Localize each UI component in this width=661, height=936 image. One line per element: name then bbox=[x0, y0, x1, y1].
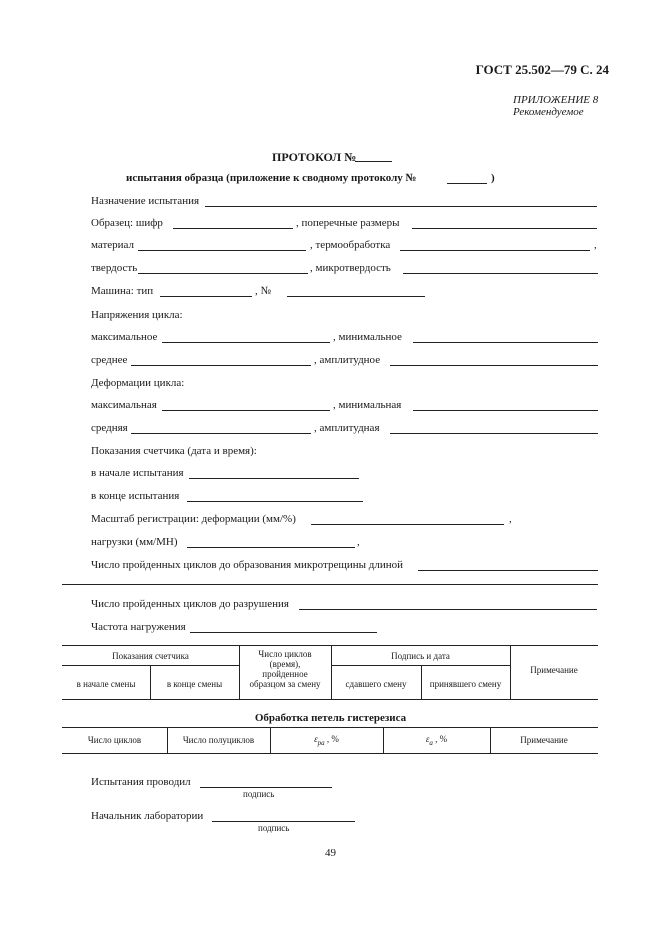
cycles-fail-label: Число пройденных циклов до разрушения bbox=[91, 598, 289, 610]
min-strain-label: , минимальная bbox=[333, 399, 402, 411]
min-stress-label: , минимальное bbox=[333, 331, 402, 343]
half-cycles-header: Число полуциклов bbox=[182, 735, 255, 745]
machine-type-label: Машина: тип bbox=[91, 285, 154, 297]
tested-by-sign-caption: подпись bbox=[243, 789, 275, 799]
cycles-micro-line-2[interactable] bbox=[62, 584, 598, 585]
mean-stress-label: среднее bbox=[91, 354, 128, 366]
purpose-label: Назначение испытания bbox=[91, 195, 200, 207]
amp-strain-label: , амплитудная bbox=[314, 422, 380, 434]
stress-cycle-label: Напряжения цикла: bbox=[91, 309, 183, 321]
signature-date-header: Подпись и дата bbox=[391, 651, 450, 661]
microhardness-line[interactable] bbox=[403, 273, 598, 274]
handed-header: сдавшего смену bbox=[345, 679, 407, 689]
strain-cycle-label: Деформации цикла: bbox=[91, 377, 185, 389]
recommended-label: Рекомендуемое bbox=[513, 106, 584, 118]
at-end-line[interactable] bbox=[187, 501, 363, 502]
cycles-time-header: Число циклов (время), пройденное образцом за смену bbox=[249, 649, 321, 689]
load-line[interactable] bbox=[187, 547, 355, 548]
cycles-header: Число циклов bbox=[87, 735, 142, 745]
specimen-code-line[interactable] bbox=[173, 228, 293, 229]
hysteresis-title: Обработка петель гистерезиса bbox=[254, 712, 407, 724]
end-shift-header: в конце смены bbox=[166, 679, 223, 689]
cross-dims-label: , поперечные размеры bbox=[296, 217, 400, 229]
mean-strain-line[interactable] bbox=[131, 433, 311, 434]
start-shift-header: в начале смены bbox=[76, 679, 136, 689]
mean-strain-label: средняя bbox=[91, 422, 128, 434]
gost-header: ГОСТ 25.502—79 С. 24 bbox=[475, 62, 609, 77]
hardness-line[interactable] bbox=[138, 273, 308, 274]
mean-stress-line[interactable] bbox=[131, 365, 311, 366]
page-number: 49 bbox=[325, 847, 336, 859]
at-start-line[interactable] bbox=[189, 478, 359, 479]
tested-by-line[interactable] bbox=[200, 787, 332, 788]
load-label: нагрузки (мм/МН) bbox=[91, 536, 178, 548]
max-strain-line[interactable] bbox=[162, 410, 330, 411]
hysteresis-note-header: Примечание bbox=[520, 735, 568, 745]
e-pa-header: $\varepsilon_{pa}$ , % bbox=[314, 734, 339, 747]
machine-type-line[interactable] bbox=[160, 296, 252, 297]
max-strain-label: максимальная bbox=[91, 399, 157, 411]
tested-by-label: Испытания проводил bbox=[91, 776, 191, 788]
shift-table bbox=[62, 645, 598, 700]
amp-stress-label: , амплитудное bbox=[314, 354, 381, 366]
microhardness-label: , микротвердость bbox=[310, 262, 391, 274]
counter-label: Показания счетчика (дата и время): bbox=[91, 445, 257, 457]
heat-treatment-label: , термообработка bbox=[310, 239, 391, 251]
comma: , bbox=[509, 513, 512, 525]
material-label: материал bbox=[91, 239, 135, 251]
cross-dims-line[interactable] bbox=[412, 228, 597, 229]
machine-no-label: , № bbox=[255, 285, 271, 297]
comma: , bbox=[594, 239, 597, 251]
frequency-line[interactable] bbox=[190, 632, 377, 633]
cycles-micro-label: Число пройденных циклов до образования микротрещины длиной bbox=[91, 559, 403, 571]
min-stress-line[interactable] bbox=[413, 342, 598, 343]
heat-treatment-line[interactable] bbox=[400, 250, 590, 251]
amp-stress-line[interactable] bbox=[390, 365, 598, 366]
protocol-title: ПРОТОКОЛ № bbox=[272, 150, 357, 164]
specimen-code-label: Образец: шифр bbox=[91, 217, 163, 229]
at-end-label: в конце испытания bbox=[91, 490, 180, 502]
min-strain-line[interactable] bbox=[413, 410, 598, 411]
comma: , bbox=[357, 536, 360, 548]
machine-no-line[interactable] bbox=[287, 296, 425, 297]
head-label: Начальник лаборатории bbox=[91, 810, 204, 822]
amp-strain-line[interactable] bbox=[390, 433, 598, 434]
frequency-label: Частота нагружения bbox=[91, 621, 186, 633]
head-sign-caption: подпись bbox=[258, 823, 290, 833]
protocol-number-line[interactable] bbox=[355, 161, 392, 162]
scale-line[interactable] bbox=[311, 524, 504, 525]
shift-table-divider bbox=[62, 665, 239, 666]
hardness-label: твердость bbox=[91, 262, 138, 274]
e-a-header: $\varepsilon_a$ , % bbox=[425, 734, 448, 747]
max-stress-label: максимальное bbox=[91, 331, 158, 343]
material-line[interactable] bbox=[138, 250, 306, 251]
head-line[interactable] bbox=[212, 821, 355, 822]
hysteresis-table bbox=[62, 727, 598, 754]
max-stress-line[interactable] bbox=[162, 342, 330, 343]
received-header: принявшего смену bbox=[429, 679, 502, 689]
appendix-label: ПРИЛОЖЕНИЕ 8 bbox=[513, 94, 599, 106]
at-start-label: в начале испытания bbox=[91, 467, 184, 479]
note-header: Примечание bbox=[530, 665, 578, 675]
cycles-micro-line[interactable] bbox=[418, 570, 598, 571]
summary-protocol-number-line[interactable] bbox=[447, 183, 487, 184]
counter-header: Показания счетчика bbox=[112, 651, 189, 661]
purpose-line[interactable] bbox=[205, 206, 597, 207]
protocol-subtitle: испытания образца (приложение к сводному протоколу № bbox=[126, 172, 417, 184]
scale-label: Масштаб регистрации: деформации (мм/%) bbox=[91, 513, 296, 525]
subtitle-close: ) bbox=[491, 172, 495, 184]
shift-table-divider bbox=[331, 665, 510, 666]
cycles-fail-line[interactable] bbox=[299, 609, 597, 610]
